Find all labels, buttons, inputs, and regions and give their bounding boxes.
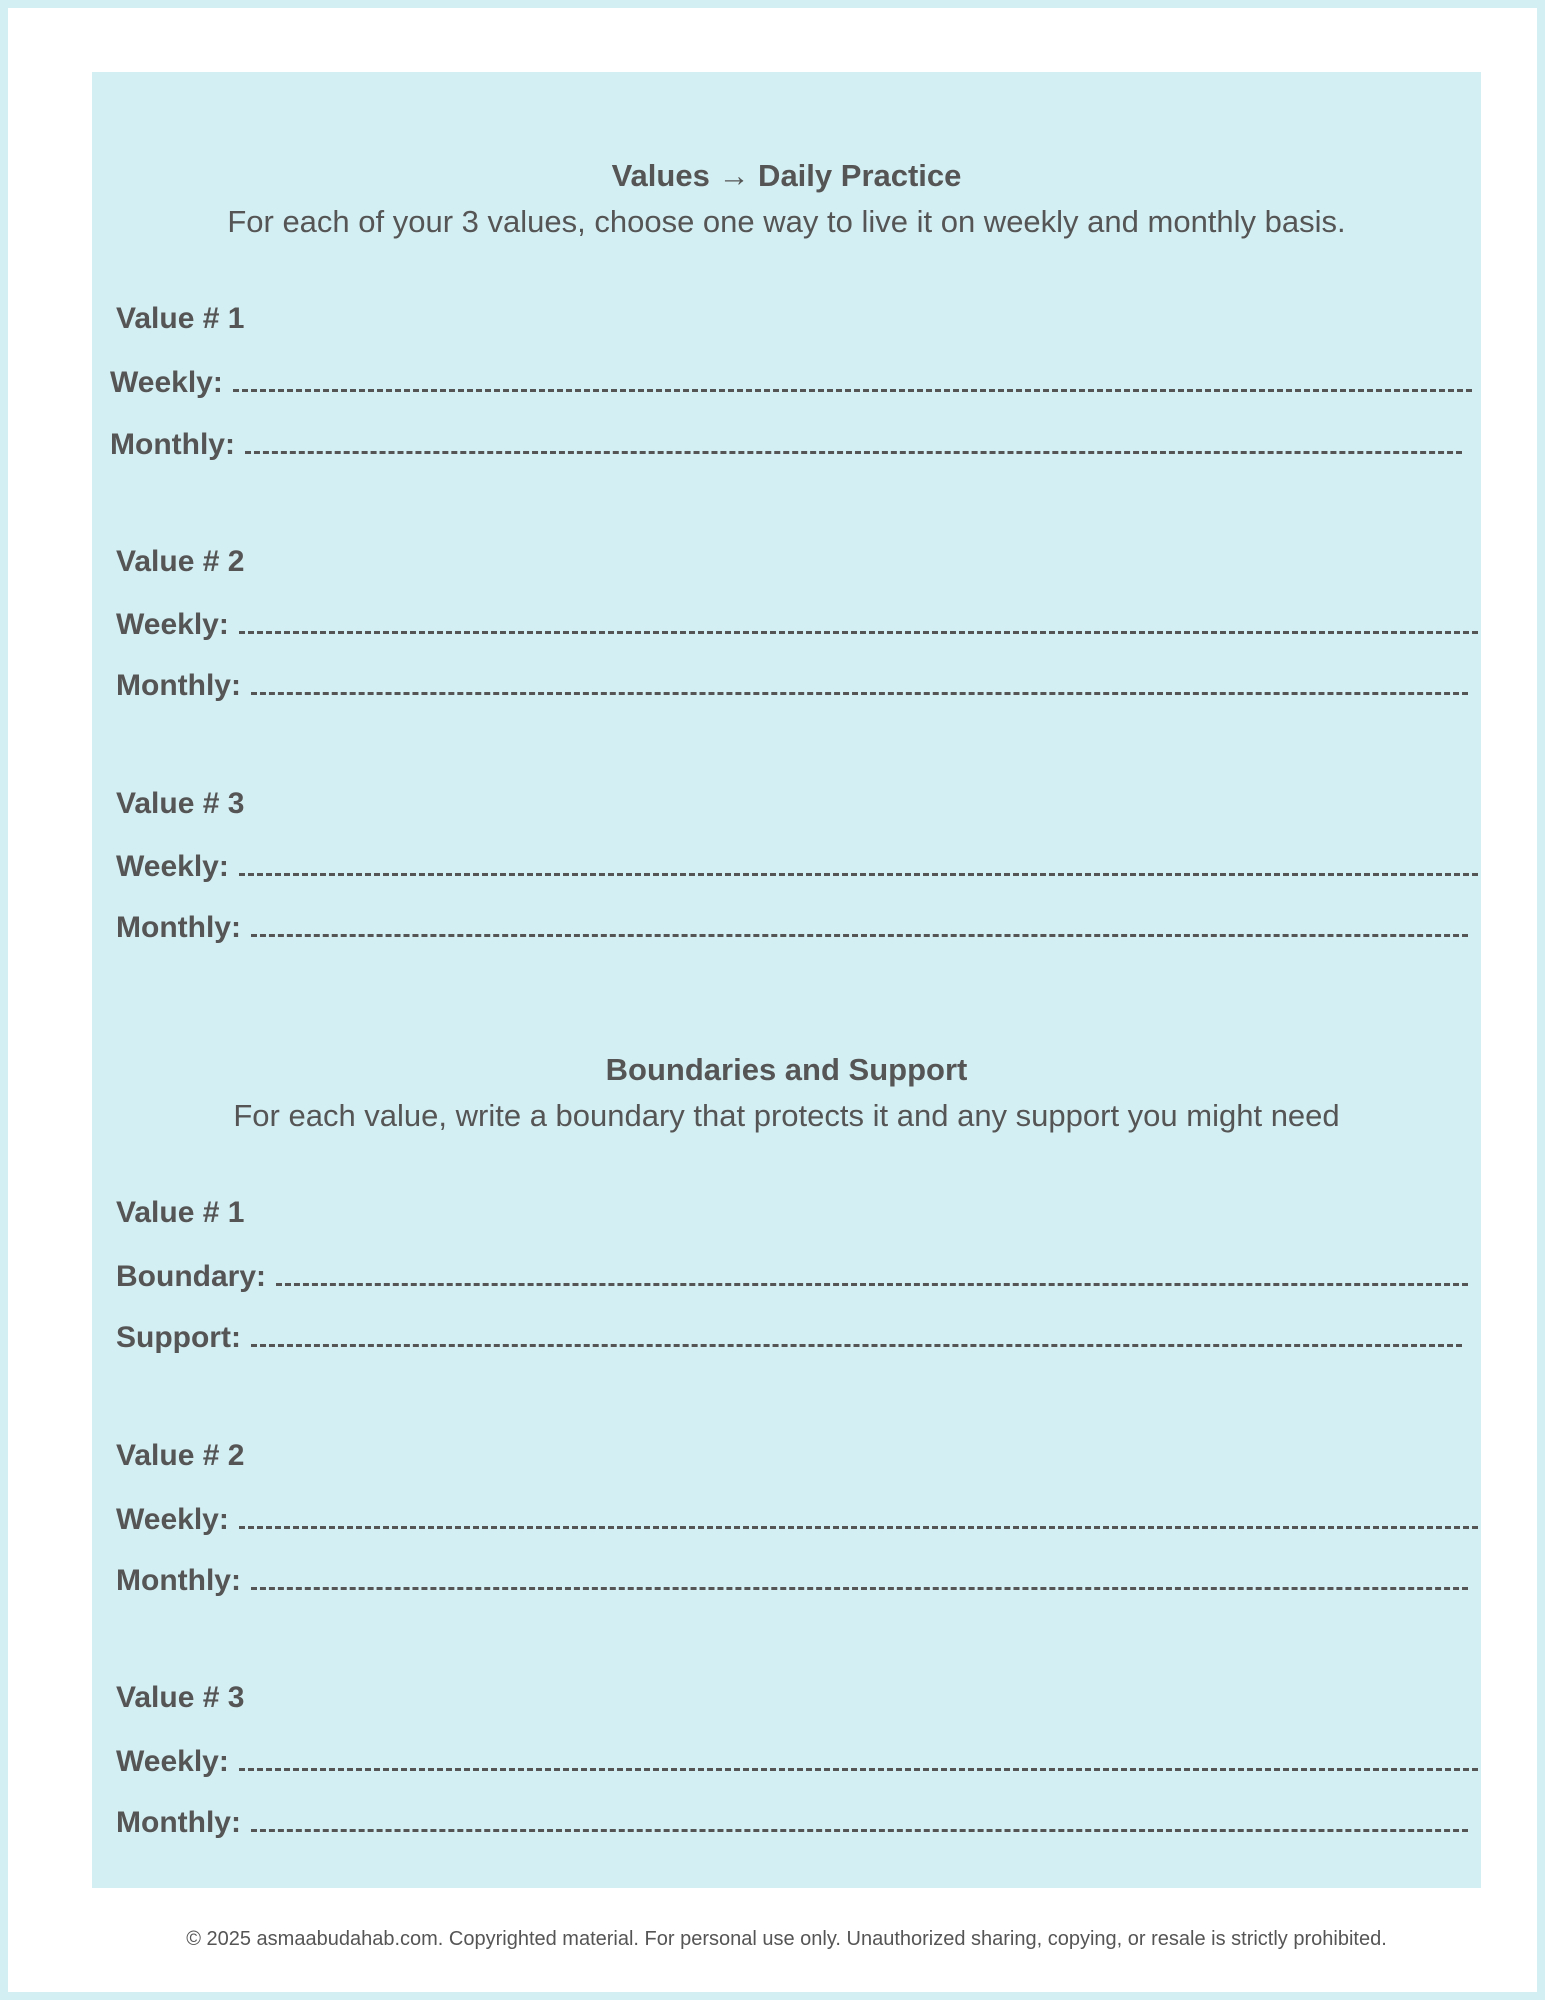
monthly-field[interactable] [116, 663, 1468, 703]
write-line[interactable] [239, 1526, 1478, 1529]
write-line[interactable] [251, 1829, 1468, 1832]
field-label: Monthly: [116, 1564, 241, 1597]
write-line[interactable] [245, 451, 1462, 454]
value-heading: Value # 3 [116, 787, 245, 820]
monthly-field[interactable] [116, 905, 1468, 945]
write-line[interactable] [239, 1768, 1478, 1771]
write-line[interactable] [251, 692, 1468, 695]
value-heading: Value # 3 [116, 1681, 245, 1714]
section-title-values-daily-practice: Values → Daily Practice [611, 158, 962, 193]
field-label: Weekly: [110, 366, 223, 399]
value-heading: Value # 2 [116, 1439, 245, 1472]
value-heading: Value # 1 [116, 302, 245, 335]
weekly-field[interactable] [116, 1739, 1478, 1779]
weekly-field[interactable] [116, 844, 1478, 884]
worksheet-panel [92, 72, 1481, 1888]
write-line[interactable] [251, 934, 1468, 937]
field-label: Weekly: [116, 1745, 229, 1778]
write-line[interactable] [239, 631, 1478, 634]
field-label: Weekly: [116, 850, 229, 883]
section-subtitle-values-daily-practice: For each of your 3 values, choose one way to live it on weekly and monthly basis. [227, 204, 1346, 239]
write-line[interactable] [239, 873, 1478, 876]
section-subtitle-boundaries-support: For each value, write a boundary that protects it and any support you might need [233, 1098, 1340, 1133]
field-label: Monthly: [116, 669, 241, 702]
write-line[interactable] [233, 389, 1472, 392]
field-label: Monthly: [116, 1806, 241, 1839]
monthly-field[interactable] [116, 1558, 1468, 1598]
write-line[interactable] [251, 1587, 1468, 1590]
field-label: Monthly: [110, 428, 235, 461]
boundary-field[interactable] [116, 1254, 1468, 1294]
write-line[interactable] [251, 1344, 1462, 1347]
field-label: Support: [116, 1321, 241, 1354]
write-line[interactable] [276, 1283, 1468, 1286]
field-label: Weekly: [116, 608, 229, 641]
value-heading: Value # 1 [116, 1196, 245, 1229]
field-label: Boundary: [116, 1260, 266, 1293]
monthly-field[interactable] [110, 422, 1462, 462]
weekly-field[interactable] [110, 360, 1472, 400]
support-field[interactable] [116, 1315, 1462, 1355]
copyright-footer: © 2025 asmaabudahab.com. Copyrighted material. For personal use only. Unauthorized sharing, copying, or resale is strictly prohibited. [186, 1928, 1387, 1950]
value-heading: Value # 2 [116, 545, 245, 578]
section-title-boundaries-support: Boundaries and Support [605, 1052, 968, 1087]
monthly-field[interactable] [116, 1800, 1468, 1840]
field-label: Monthly: [116, 911, 241, 944]
weekly-field[interactable] [116, 602, 1478, 642]
weekly-field[interactable] [116, 1497, 1478, 1537]
field-label: Weekly: [116, 1503, 229, 1536]
